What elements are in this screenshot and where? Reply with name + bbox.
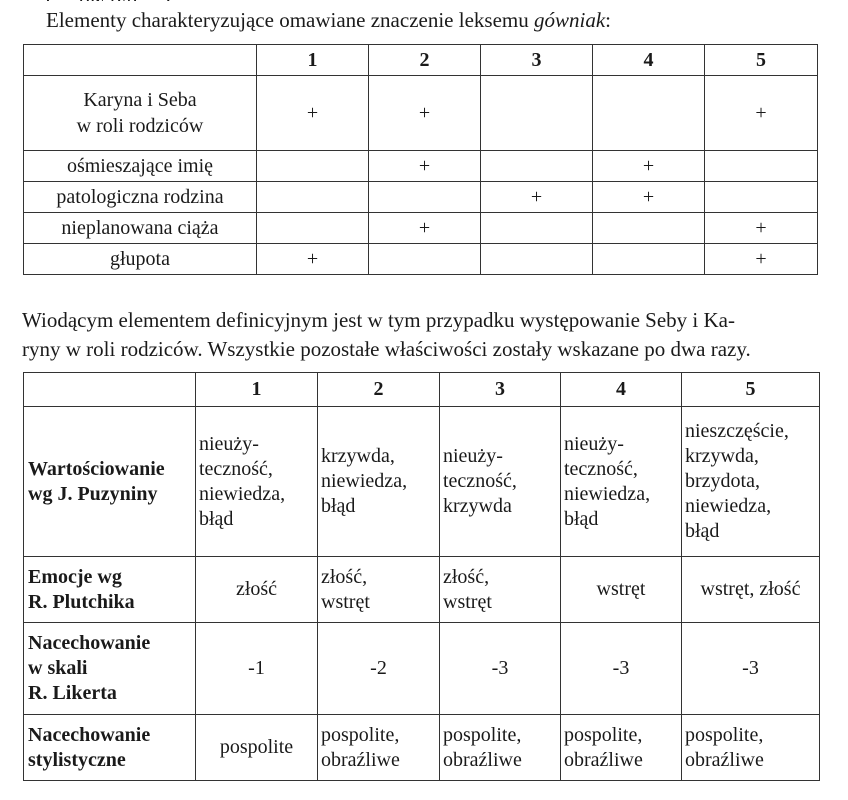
evaluation-cell-line: -3 — [612, 657, 630, 679]
evaluation-cell-line: błąd — [564, 507, 599, 530]
features-mark-cell — [257, 213, 369, 244]
evaluation-cell — [318, 557, 440, 623]
evaluation-header-4: 4 — [561, 373, 682, 407]
features-mark-cell: + — [257, 244, 369, 275]
features-row-label — [24, 244, 257, 275]
evaluation-cell-line: obraźliwe — [685, 748, 764, 771]
features-mark-cell: + — [369, 151, 481, 182]
features-mark-cell: + — [705, 244, 818, 275]
evaluation-cell-line: złość, — [321, 565, 368, 588]
evaluation-cell-line: obraźliwe — [321, 748, 400, 771]
evaluation-row-head-line: R. Likerta — [28, 682, 117, 704]
evaluation-cell-line: nieuży- — [564, 432, 624, 455]
evaluation-cell — [318, 715, 440, 781]
evaluation-cell-line: pospolite, — [443, 723, 522, 746]
evaluation-row-head — [24, 407, 196, 557]
features-row-label-line: głupota — [110, 248, 170, 270]
evaluation-cell — [682, 407, 820, 557]
evaluation-cell-line: wstręt — [443, 590, 492, 613]
body-paragraph — [22, 306, 822, 364]
evaluation-cell-line: złość — [235, 578, 278, 600]
evaluation-cell-line: nieszczęście, — [685, 420, 789, 442]
caption-end: : — [605, 8, 611, 32]
features-header-empty — [24, 45, 257, 76]
features-mark-cell: + — [369, 76, 481, 151]
features-mark-cell — [593, 213, 705, 244]
features-table — [23, 44, 818, 275]
features-header-3: 3 — [481, 45, 593, 76]
evaluation-row-head-line: Emocje wg — [28, 565, 122, 588]
features-mark-cell — [705, 151, 818, 182]
evaluation-cell-line: wstręt — [321, 590, 370, 613]
features-mark-cell: + — [481, 182, 593, 213]
evaluation-row-head-line: R. Plutchika — [28, 590, 135, 613]
evaluation-header-3: 3 — [440, 373, 561, 407]
evaluation-row-head — [24, 715, 196, 781]
features-mark-cell — [369, 244, 481, 275]
evaluation-cell-line: złość, — [443, 565, 490, 588]
features-row — [24, 244, 818, 275]
features-mark-cell — [257, 182, 369, 213]
evaluation-cell-line: krzywda, — [321, 445, 395, 467]
evaluation-cell-line: nieuży- — [199, 432, 259, 455]
evaluation-cell-line: -3 — [742, 657, 759, 679]
evaluation-header-2: 2 — [318, 373, 440, 407]
evaluation-row-head — [24, 557, 196, 623]
evaluation-cell — [682, 623, 820, 715]
paragraph-line: ryny w roli rodziców. Wszystkie pozostałe właściwości zostały wskazane po dwa razy. — [22, 337, 751, 361]
features-mark-cell — [369, 182, 481, 213]
caption-lexeme: gówniak — [533, 8, 606, 32]
evaluation-cell — [682, 715, 820, 781]
evaluation-header-empty — [24, 373, 196, 407]
features-header-1: 1 — [257, 45, 369, 76]
features-mark-cell: + — [257, 76, 369, 151]
features-row-label — [24, 182, 257, 213]
evaluation-cell-line: brzydota, — [685, 470, 760, 492]
evaluation-cell — [440, 557, 561, 623]
evaluation-row-head-line: Nacechowanie — [28, 723, 151, 746]
evaluation-cell-line: błąd — [685, 520, 720, 542]
caption-text: Elementy charakteryzujące omawiane znaczenie leksemu — [46, 8, 534, 32]
evaluation-row-head-line: Nacechowanie — [28, 632, 151, 654]
evaluation-row — [24, 623, 820, 715]
features-row-label — [24, 76, 257, 151]
features-mark-cell — [593, 244, 705, 275]
features-header-4: 4 — [593, 45, 705, 76]
evaluation-header-row — [24, 373, 820, 407]
evaluation-table — [23, 372, 820, 781]
evaluation-cell — [682, 557, 820, 623]
evaluation-cell-line: wstręt, złość — [700, 578, 801, 600]
evaluation-cell-line: krzywda, — [685, 445, 759, 467]
evaluation-cell-line: -2 — [370, 657, 387, 679]
evaluation-cell-line: krzywda — [443, 495, 512, 517]
evaluation-cell-line: obraźliwe — [443, 748, 522, 771]
evaluation-cell-line: -1 — [248, 657, 265, 679]
paragraph-line: Wiodącym elementem definicyjnym jest w tym przypadku występowanie Seby i Ka- — [22, 308, 735, 332]
evaluation-cell — [561, 407, 682, 557]
evaluation-cell — [196, 407, 318, 557]
features-mark-cell — [593, 76, 705, 151]
evaluation-header-1: 1 — [196, 373, 318, 407]
features-mark-cell — [481, 76, 593, 151]
evaluation-cell — [440, 715, 561, 781]
features-mark-cell: + — [705, 76, 818, 151]
evaluation-cell-line: teczność, — [443, 470, 517, 492]
features-row-label — [24, 213, 257, 244]
evaluation-row — [24, 407, 820, 557]
evaluation-cell — [561, 623, 682, 715]
evaluation-header-5: 5 — [682, 373, 820, 407]
evaluation-cell — [561, 557, 682, 623]
features-row-label-line: ośmieszające imię — [66, 155, 214, 177]
evaluation-cell-line: niewiedza, — [685, 495, 772, 517]
features-row — [24, 151, 818, 182]
features-mark-cell: + — [593, 151, 705, 182]
evaluation-cell-line: wstręt — [596, 578, 646, 600]
evaluation-cell — [440, 407, 561, 557]
evaluation-cell-line: -3 — [491, 657, 509, 679]
features-header-row — [24, 45, 818, 76]
features-row — [24, 213, 818, 244]
evaluation-cell-line: niewiedza, — [321, 470, 408, 492]
evaluation-row-head-line: Wartościowanie — [28, 457, 165, 480]
features-mark-cell: + — [369, 213, 481, 244]
evaluation-cell — [318, 407, 440, 557]
features-header-5: 5 — [705, 45, 818, 76]
evaluation-cell-line: pospolite, — [685, 723, 764, 746]
evaluation-cell — [196, 623, 318, 715]
evaluation-cell — [561, 715, 682, 781]
evaluation-cell-line: teczność, — [564, 457, 638, 480]
evaluation-cell-line: niewiedza, — [564, 482, 651, 505]
features-row — [24, 182, 818, 213]
evaluation-row-head-line: wg J. Puzyniny — [28, 482, 158, 505]
features-row-label-line: Karyna i Seba — [83, 89, 197, 111]
evaluation-cell-line: pospolite, — [564, 723, 643, 746]
evaluation-row-head-line: w skali — [28, 657, 88, 679]
evaluation-row — [24, 557, 820, 623]
features-mark-cell: + — [705, 213, 818, 244]
features-row-label — [24, 151, 257, 182]
features-mark-cell — [481, 151, 593, 182]
features-mark-cell — [257, 151, 369, 182]
evaluation-cell-line: błąd — [321, 495, 356, 517]
evaluation-cell-line: obraźliwe — [564, 748, 643, 771]
features-row-label-line: patologiczna rodzina — [56, 186, 224, 208]
table1-caption — [46, 7, 611, 33]
features-header-2: 2 — [369, 45, 481, 76]
evaluation-cell — [196, 557, 318, 623]
features-row-label-line: w roli rodziców — [76, 115, 204, 137]
evaluation-cell-line: nieuży- — [443, 445, 503, 467]
evaluation-cell — [318, 623, 440, 715]
features-row — [24, 76, 818, 151]
evaluation-cell-line: pospolite, — [321, 723, 400, 746]
features-mark-cell — [481, 213, 593, 244]
evaluation-cell — [196, 715, 318, 781]
features-mark-cell — [481, 244, 593, 275]
evaluation-row — [24, 715, 820, 781]
clipped-previous-line — [46, 0, 170, 1]
evaluation-row-head — [24, 623, 196, 715]
features-mark-cell — [705, 182, 818, 213]
evaluation-cell-line: teczność, — [199, 457, 273, 480]
evaluation-cell-line: błąd — [199, 507, 234, 530]
evaluation-cell-line: pospolite — [219, 736, 294, 758]
evaluation-cell-line: niewiedza, — [199, 482, 286, 505]
evaluation-cell — [440, 623, 561, 715]
evaluation-row-head-line: stylistyczne — [28, 748, 126, 771]
features-mark-cell: + — [593, 182, 705, 213]
features-row-label-line: nieplanowana ciąża — [61, 217, 219, 239]
